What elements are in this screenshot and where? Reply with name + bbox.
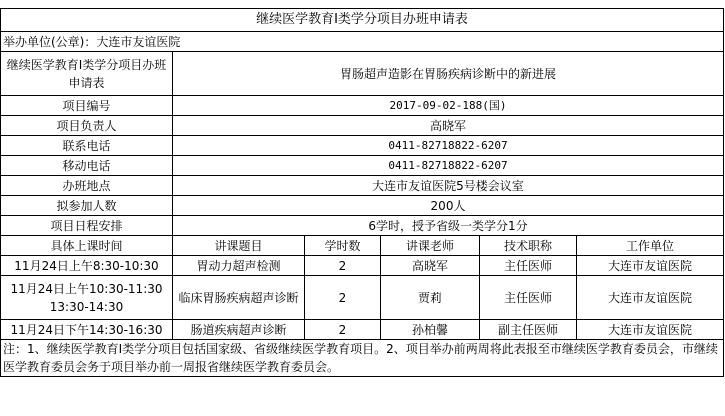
- session-hours: 2: [305, 256, 381, 276]
- attendees-value: 200人: [173, 196, 724, 216]
- application-form-table: [0, 8, 724, 377]
- project-leader-value: 高晓军: [173, 116, 724, 136]
- session-unit: 大连市友谊医院: [577, 276, 724, 320]
- session-topic: 临床胃肠疾病超声诊断: [173, 276, 305, 320]
- col-header-unit: 工作单位: [577, 236, 724, 256]
- session-teacher: 高晓军: [381, 256, 480, 276]
- project-name-value: 胃肠超声造影在胃肠疾病诊断中的新进展: [173, 52, 724, 96]
- col-header-hours: 学时数: [305, 236, 381, 256]
- contact-phone-value: 0411-82718822-6207: [173, 136, 724, 156]
- contact-phone-label: 联系电话: [1, 136, 173, 156]
- venue-value: 大连市友谊医院5号楼会议室: [173, 176, 724, 196]
- session-teacher: 贾莉: [381, 276, 480, 320]
- session-title: 主任医师: [480, 276, 577, 320]
- col-header-title: 技术职称: [480, 236, 577, 256]
- attendees-label: 拟参加人数: [1, 196, 173, 216]
- schedule-label: 项目日程安排: [1, 216, 173, 236]
- session-topic: 胃动力超声检测: [173, 256, 305, 276]
- table-row: [1, 256, 724, 276]
- organizer-line: 举办单位(公章)：大连市友谊医院: [1, 32, 724, 52]
- venue-label: 办班地点: [1, 176, 173, 196]
- project-leader-label: 项目负责人: [1, 116, 173, 136]
- project-code-value: 2017-09-02-188(国): [173, 96, 724, 116]
- session-topic: 肠道疾病超声诊断: [173, 320, 305, 340]
- schedule-value: 6学时，授予省级一类学分1分: [173, 216, 724, 236]
- table-row: [1, 320, 724, 340]
- session-hours: 2: [305, 320, 381, 340]
- form-title: 继续医学教育I类学分项目办班申请表: [1, 9, 724, 32]
- session-time: 11月24日上午8:30-10:30: [1, 256, 173, 276]
- session-time: 11月24日下午14:30-16:30: [1, 320, 173, 340]
- session-title: 主任医师: [480, 256, 577, 276]
- session-unit: 大连市友谊医院: [577, 256, 724, 276]
- project-code-label: 项目编号: [1, 96, 173, 116]
- session-teacher: 孙柏馨: [381, 320, 480, 340]
- session-hours: 2: [305, 276, 381, 320]
- session-time: 11月24日上午10:30-11:30 13:30-14:30: [1, 276, 173, 320]
- col-header-teacher: 讲课老师: [381, 236, 480, 256]
- mobile-phone-label: 移动电话: [1, 156, 173, 176]
- col-header-time: 具体上课时间: [1, 236, 173, 256]
- col-header-topic: 讲课题目: [173, 236, 305, 256]
- table-row: [1, 276, 724, 320]
- mobile-phone-value: 0411-82718822-6207: [173, 156, 724, 176]
- session-title: 副主任医师: [480, 320, 577, 340]
- project-name-label: 继续医学教育I类学分项目办班申请表: [1, 52, 173, 96]
- schedule-header-row: [1, 236, 724, 256]
- form-note: 注：1、继续医学教育I类学分项目包括国家级、省级继续医学教育项目。2、项目举办前两周将此表报至市继续医学教育委员会，市继续医学教育委员会务于项目举办前一周报省继续医学教育委员会。: [1, 340, 724, 377]
- session-unit: 大连市友谊医院: [577, 320, 724, 340]
